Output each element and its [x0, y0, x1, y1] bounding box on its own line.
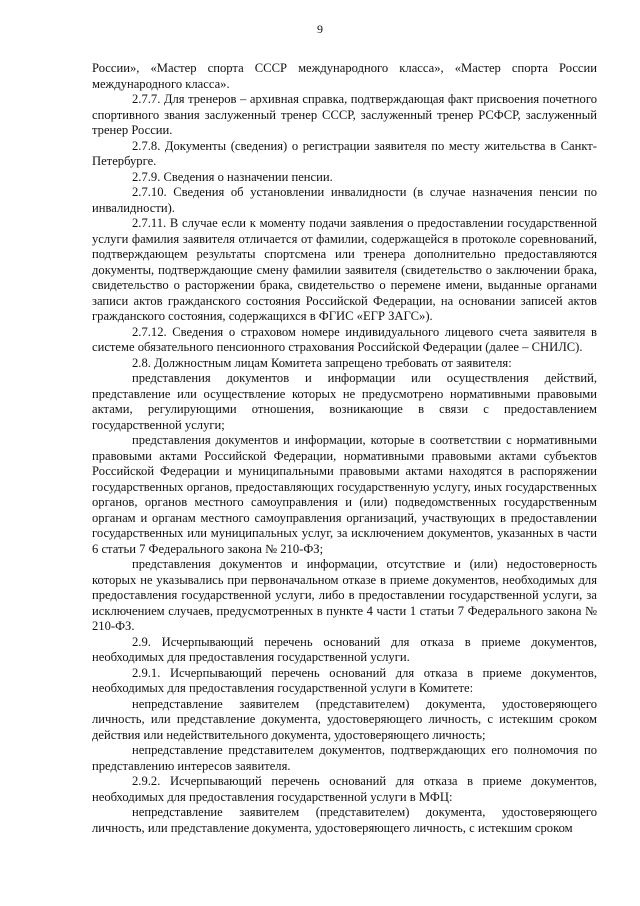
- paragraph-2-8-item-2: представления документов и информации, которые в соответствии с нормативными правовыми актами Российской Федерации, нормативными правовыми актами субъектов Российской Федерации и муниципальными правовыми актами находятся в распоряжении государственных органов, предоставляющих государственную услугу, иных государственных органов, органов местного самоуправления и (или) подведомственных государственным органам и органам местного самоуправления организаций, участвующих в предоставлении государственных или муниципальных услуг, за исключением документов, указанных в части 6 статьи 7 Федерального закона № 210-ФЗ;: [92, 433, 597, 556]
- paragraph-2-9-1: 2.9.1. Исчерпывающий перечень оснований для отказа в приеме документов, необходимых для предоставления государственной услуги в Комитете:: [92, 665, 597, 695]
- paragraph-2-9-1-item-1: непредставление заявителем (представителем) документа, удостоверяющего личность, или представление документа, удостоверяющего личность, с истекшим сроком действия или недействительного документа, удостоверяющего личность;: [92, 696, 597, 742]
- paragraph-2-8: 2.8. Должностным лицам Комитета запрещено требовать от заявителя:: [132, 355, 512, 370]
- paragraph-2-7-11: 2.7.11. В случае если к моменту подачи заявления о предоставлении государственной услуги фамилия заявителя отличается от фамилии, содержащейся в протоколе соревнований, подтверждающем результаты спортсмена или тренера дополнительно предоставляются документы, подтверждающие смену фамилии заявителя (свидетельство о заключении брака, свидетельство о расторжении брака, свидетельство о перемене имени, выданные органами записи актов гражданского состояния Российской Федерации, на основании записей актов гражданского состояния, содержащихся в ФГИС «ЕГР ЗАГС»).: [92, 216, 597, 323]
- paragraph-2-8-item-1: представления документов и информации или осуществления действий, представление или осуществление которых не предусмотрено нормативными правовыми актами, регулирующими отношения, возникающие в связи с предоставлением государственной услуги;: [92, 371, 597, 432]
- paragraph-2-7-8: 2.7.8. Документы (сведения) о регистрации заявителя по месту жительства в Санкт-Петербурге.: [92, 138, 597, 168]
- paragraph-2-7-7: 2.7.7. Для тренеров – архивная справка, подтверждающая факт присвоения почетного спортивного звания заслуженный тренер СССР, заслуженный тренер РСФСР, заслуженный тренер России.: [92, 92, 597, 137]
- document-body: [92, 61, 597, 836]
- paragraph-2-9: 2.9. Исчерпывающий перечень оснований для отказа в приеме документов, необходимых для предоставления государственной услуги.: [92, 634, 597, 664]
- paragraph-2-7-10: 2.7.10. Сведения об установлении инвалидности (в случае назначения пенсии по инвалидности).: [92, 185, 597, 215]
- paragraph-2-9-2: 2.9.2. Исчерпывающий перечень оснований для отказа в приеме документов, необходимых для предоставления государственной услуги в МФЦ:: [92, 774, 597, 804]
- paragraph-2-7-9: 2.7.9. Сведения о назначении пенсии.: [132, 169, 333, 184]
- paragraph-2-8-item-3: представления документов и информации, отсутствие и (или) недостоверность которых не указывались при первоначальном отказе в приеме документов, необходимых для предоставления государственной услуги, либо в предоставлении государственной услуги, за исключением случаев, предусмотренных в пункте 4 части 1 статьи 7 Федерального закона № 210-ФЗ.: [92, 557, 597, 633]
- page-number: 9: [317, 22, 323, 36]
- paragraph-2-7-12: 2.7.12. Сведения о страховом номере индивидуального лицевого счета заявителя в системе обязательного пенсионного страхования Российской Федерации (далее – СНИЛС).: [92, 324, 597, 354]
- paragraph-2-9-2-item-1: непредставление заявителем (представителем) документа, удостоверяющего личность, или представление документа, удостоверяющего личность, с истекшим сроком: [92, 805, 597, 835]
- paragraph-continuation: России», «Мастер спорта СССР международного класса», «Мастер спорта России международного класса».: [92, 61, 597, 91]
- paragraph-2-9-1-item-2: непредставление представителем документов, подтверждающих его полномочия по представлению интересов заявителя.: [92, 743, 597, 773]
